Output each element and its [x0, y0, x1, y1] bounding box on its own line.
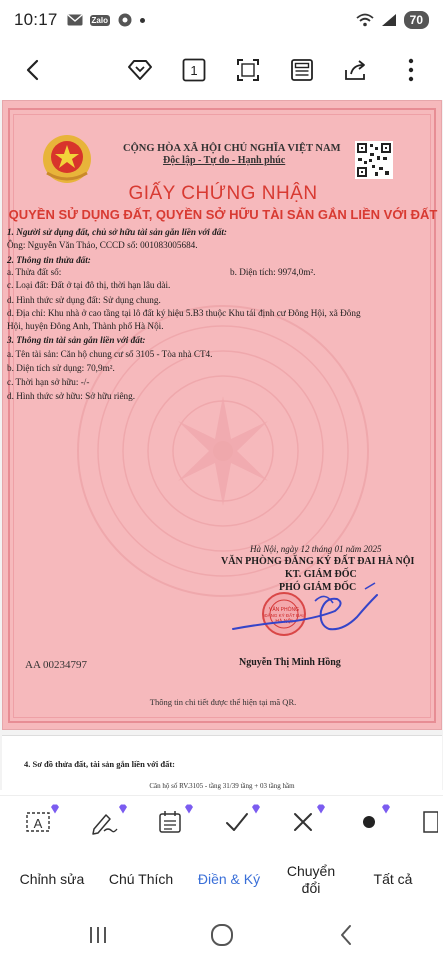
owner-line: Ông: Nguyễn Văn Thảo, CCCD số: 001083005684.: [7, 240, 198, 250]
system-nav-bar: [0, 910, 443, 960]
national-emblem-icon: [41, 133, 93, 185]
rectangle-icon: [418, 810, 438, 834]
notification-icons: [66, 13, 145, 27]
premium-badge-icon: [50, 804, 60, 814]
clock: 10:17: [14, 10, 58, 29]
more-icon[interactable]: [388, 45, 434, 95]
land-type: c. Loại đất: Đất ở tại đô thị, thời hạn lâu dài.: [7, 280, 171, 290]
fit-screen-icon[interactable]: [225, 45, 271, 95]
section-2-heading: 2. Thông tin thửa đất:: [7, 255, 91, 265]
tab-convert[interactable]: Chuyển đổi: [286, 862, 336, 896]
share-icon[interactable]: [333, 45, 379, 95]
certificate-page[interactable]: [2, 100, 442, 730]
top-toolbar: [0, 45, 443, 95]
used-area: b. Diện tích sử dụng: 70,9m².: [7, 363, 115, 373]
zalo-icon: Zalo: [91, 15, 108, 25]
section-1-heading: 1. Người sử dụng đất, chủ sở hữu tài sản gắn liền với đất:: [7, 227, 227, 237]
premium-badge-icon: [251, 804, 261, 814]
svg-text:HÀ NỘI: HÀ NỘI: [275, 619, 293, 625]
dot-icon: [361, 814, 377, 830]
status-bar: [0, 0, 443, 40]
certificate-title: GIẤY CHỨNG NHẬN: [128, 183, 318, 204]
recent-apps-icon[interactable]: [78, 920, 118, 950]
signal-icon: [380, 13, 398, 27]
wifi-icon: [356, 13, 374, 27]
page-number-icon: 1: [190, 63, 198, 78]
rectangle-tool[interactable]: [413, 796, 443, 848]
deputy-director: PHÓ GIÁM ĐỐC: [279, 582, 357, 593]
republic-heading: CỘNG HÒA XÃ HỘI CHỦ NGHĨA VIỆT NAM: [123, 143, 341, 154]
national-motto: Độc lập - Tự do - Hạnh phúc: [163, 155, 286, 166]
premium-diamond-icon[interactable]: [117, 45, 163, 95]
calendar-form-icon: [157, 809, 183, 835]
premium-badge-icon: [118, 804, 128, 814]
ownership-form: d. Hình thức sở hữu: Sở hữu riêng.: [7, 391, 136, 401]
serial-number: AA 00234797: [25, 659, 88, 671]
tab-annotate[interactable]: Chú Thích: [108, 871, 174, 887]
premium-badge-icon: [184, 804, 194, 814]
tab-fill-sign[interactable]: Điền & Ký: [197, 871, 261, 887]
signature-icon: [225, 581, 385, 651]
apartment-note: Căn hộ số RV.3105 - tầng 31/39 tầng + 03 tầng hầm: [149, 782, 295, 790]
usage-form: d. Hình thức sử dụng đất: Sử dụng chung.: [7, 295, 161, 305]
signature-pen-icon: [90, 809, 118, 835]
premium-badge-icon: [381, 804, 391, 814]
tab-all[interactable]: Tất cả: [373, 871, 413, 887]
home-icon[interactable]: [202, 920, 242, 950]
reading-mode-icon[interactable]: [279, 45, 325, 95]
more-notifications-icon: [140, 18, 145, 23]
system-icons: [356, 11, 429, 29]
parcel-number: a. Thửa đất số:: [7, 267, 62, 277]
mail-icon: [66, 13, 84, 27]
svg-text:ĐĂNG KÝ ĐẤT ĐAI: ĐĂNG KÝ ĐẤT ĐAI: [264, 613, 304, 618]
address-line-2: Hội, huyện Đông Anh, Thành phố Hà Nội.: [7, 321, 164, 331]
signer-name: Nguyễn Thị Minh Hồng: [239, 657, 341, 668]
battery-indicator: 70: [404, 11, 429, 29]
tab-edit[interactable]: Chỉnh sửa: [19, 871, 85, 887]
cross-icon: [291, 810, 315, 834]
ownership-term: c. Thời hạn sở hữu: -/-: [7, 377, 90, 387]
svg-text:VĂN PHÒNG: VĂN PHÒNG: [268, 607, 300, 613]
section-4-heading: 4. Sơ đồ thửa đất, tài sản gắn liền với đất:: [24, 759, 176, 769]
section-3-heading: 3. Thông tin tài sản gắn liền với đất:: [7, 335, 146, 345]
qr-code-icon: [355, 141, 393, 179]
issuing-office: VĂN PHÒNG ĐĂNG KÝ ĐẤT ĐAI HÀ NỘI: [221, 556, 415, 567]
back-nav-icon[interactable]: [326, 920, 366, 950]
page-number-button[interactable]: [171, 45, 217, 95]
back-arrow-icon[interactable]: [10, 45, 56, 95]
page-2-preview[interactable]: [2, 735, 442, 790]
land-area: b. Diện tích: 9974,0m².: [230, 267, 316, 277]
qr-note: Thông tin chi tiết được thể hiện tại mã QR.: [149, 697, 297, 707]
asset-name: a. Tên tài sản: Căn hộ chung cư số 3105 - Tòa nhà CT4.: [7, 349, 213, 359]
svg-text:A: A: [33, 816, 43, 831]
issue-date: Hà Nội, ngày 12 tháng 01 năm 2025: [250, 544, 382, 554]
fill-sign-toolbar: [0, 795, 443, 850]
bottom-tabs: [0, 852, 443, 907]
text-box-icon: [25, 809, 51, 835]
kt-director: KT. GIÁM ĐỐC: [285, 569, 357, 580]
premium-badge-icon: [316, 804, 326, 814]
chrome-icon: [116, 13, 134, 27]
certificate-subtitle: QUYỀN SỬ DỤNG ĐẤT, QUYỀN SỞ HỮU TÀI SẢN GẮN LIỀN VỚI ĐẤT: [8, 207, 438, 222]
address-line-1: d. Địa chỉ: Khu nhà ở cao tầng tại lô đất ký hiệu 5.B3 thuộc Khu tái định cư Đông Hội, xã Đông: [7, 308, 361, 318]
checkmark-icon: [224, 809, 250, 835]
